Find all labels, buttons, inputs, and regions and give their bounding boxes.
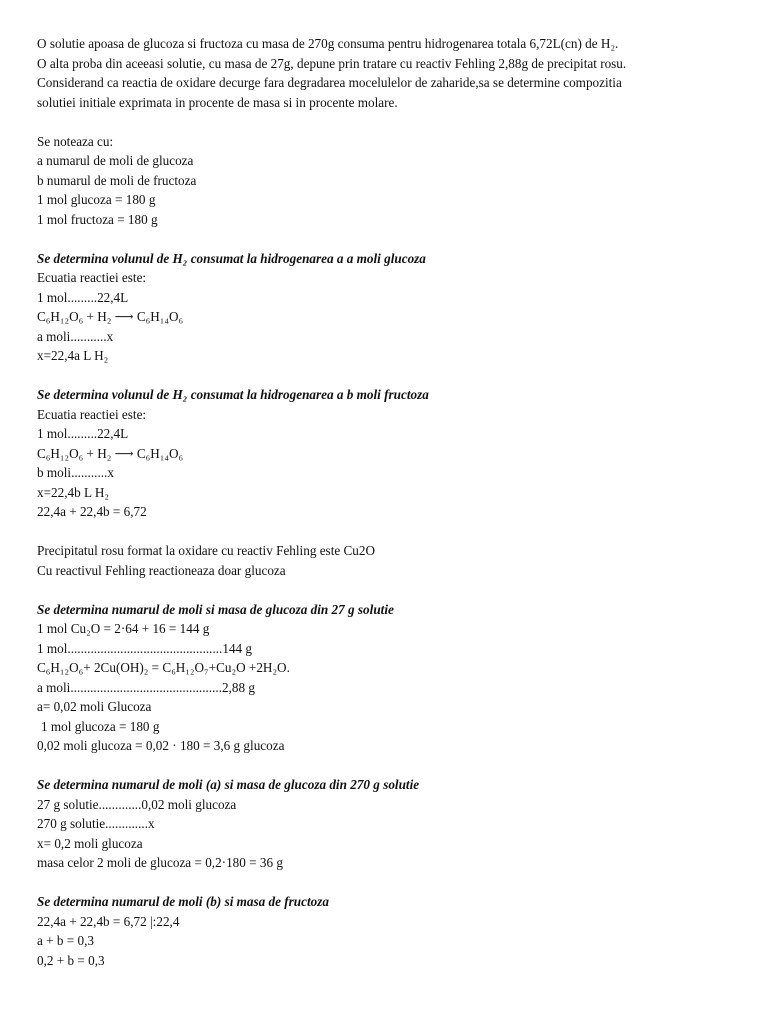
text-line: 0,02 moli glucoza = 0,02 · 180 = 3,6 g glucoza (37, 738, 285, 753)
text-line: a + b = 0,3 (37, 933, 94, 948)
section-heading: Se determina volunul de H₂ consumat la hidrogenarea a b moli fructoza (37, 387, 429, 402)
text-line: 1 mol Cu₂O = 2·64 + 16 = 144 g (37, 621, 210, 636)
text-line: b numarul de moli de fructoza (37, 172, 197, 188)
text-line: 1 mol glucoza = 180 g (37, 192, 156, 207)
fehling-note (37, 541, 738, 580)
text-line: x=22,4a L H₂ (37, 348, 109, 363)
section-heading: Se determina volunul de H₂ consumat la hidrogenarea a a moli glucoza (37, 250, 426, 266)
text-line: 22,4a + 22,4b = 6,72 |:22,4 (37, 913, 180, 929)
text-line: a moli...........x (37, 328, 114, 344)
text-line: Cu reactivul Fehling reactioneaza doar glucoza (37, 562, 286, 578)
text-line: 0,2 + b = 0,3 (37, 952, 105, 968)
text-line: a numarul de moli de glucoza (37, 153, 194, 168)
text-line: Ecuatia reactiei este: (37, 270, 147, 285)
section-hydrogenation-glucose (37, 249, 738, 366)
text-line: x= 0,2 moli glucoza (37, 835, 143, 851)
text-line: 1 mol...............................................144 g (37, 640, 253, 656)
text-line: x=22,4b L H₂ (37, 484, 109, 500)
equation-line: C₆H₁₂O₆+ 2Cu(OH)₂ = C₆H₁₂O₇+Cu₂O +2H₂O. (37, 660, 290, 675)
text-line: 1 mol glucoza = 180 g (41, 718, 160, 734)
text-line: Ecuatia reactiei este: (37, 406, 147, 422)
section-glucose-27g (37, 600, 738, 756)
text-line: 1 mol.........22,4L (37, 426, 129, 441)
text-line: a= 0,02 moli Glucoza (37, 699, 152, 714)
text-line: solutiei initiale exprimata in procente de masa si in procente molare. (37, 94, 398, 110)
text-line: Precipitatul rosu format la oxidare cu reactiv Fehling este Cu2O (37, 543, 376, 558)
text-line: 270 g solutie.............x (37, 816, 155, 831)
section-heading: Se determina numarul de moli (b) si masa de fructoza (37, 894, 329, 909)
text-line: masa celor 2 moli de glucoza = 0,2·180 = 36 g (37, 855, 283, 870)
equation-line: C₆H₁₂O₆ + H₂ ⟶ C₆H₁₄O₆ (37, 309, 184, 324)
equation-line: C₆H₁₂O₆ + H₂ ⟶ C₆H₁₄O₆ (37, 445, 184, 461)
text-line: a moli..............................................2,88 g (37, 679, 255, 695)
text-line: Considerand ca reactia de oxidare decurge fara degradarea mocelulelor de zaharide,sa se determine compozitia (37, 75, 622, 90)
section-heading: Se determina numarul de moli si masa de glucoza din 27 g solutie (37, 601, 394, 617)
text-line: 22,4a + 22,4b = 6,72 (37, 504, 147, 519)
text-line: 27 g solutie.............0,02 moli glucoza (37, 796, 237, 812)
text-line: Se noteaza cu: (37, 133, 114, 149)
text-line: 1 mol fructoza = 180 g (37, 211, 158, 227)
section-glucose-270g (37, 775, 738, 873)
section-heading: Se determina numarul de moli (a) si masa de glucoza din 270 g solutie (37, 777, 420, 792)
problem-statement (37, 34, 738, 112)
section-hydrogenation-fructose (37, 385, 738, 522)
text-line: O solutie apoasa de glucoza si fructoza cu masa de 270g consuma pentru hidrogenarea totala 6,72L(cn) de H₂. (37, 36, 619, 51)
text-line: O alta proba din aceeasi solutie, cu masa de 27g, depune prin tratare cu reactiv Fehling 2,88g de precipitat rosu. (37, 55, 627, 71)
section-fructose (37, 892, 738, 970)
notation-block (37, 132, 738, 230)
text-line: b moli...........x (37, 465, 114, 480)
text-line: 1 mol.........22,4L (37, 289, 129, 305)
